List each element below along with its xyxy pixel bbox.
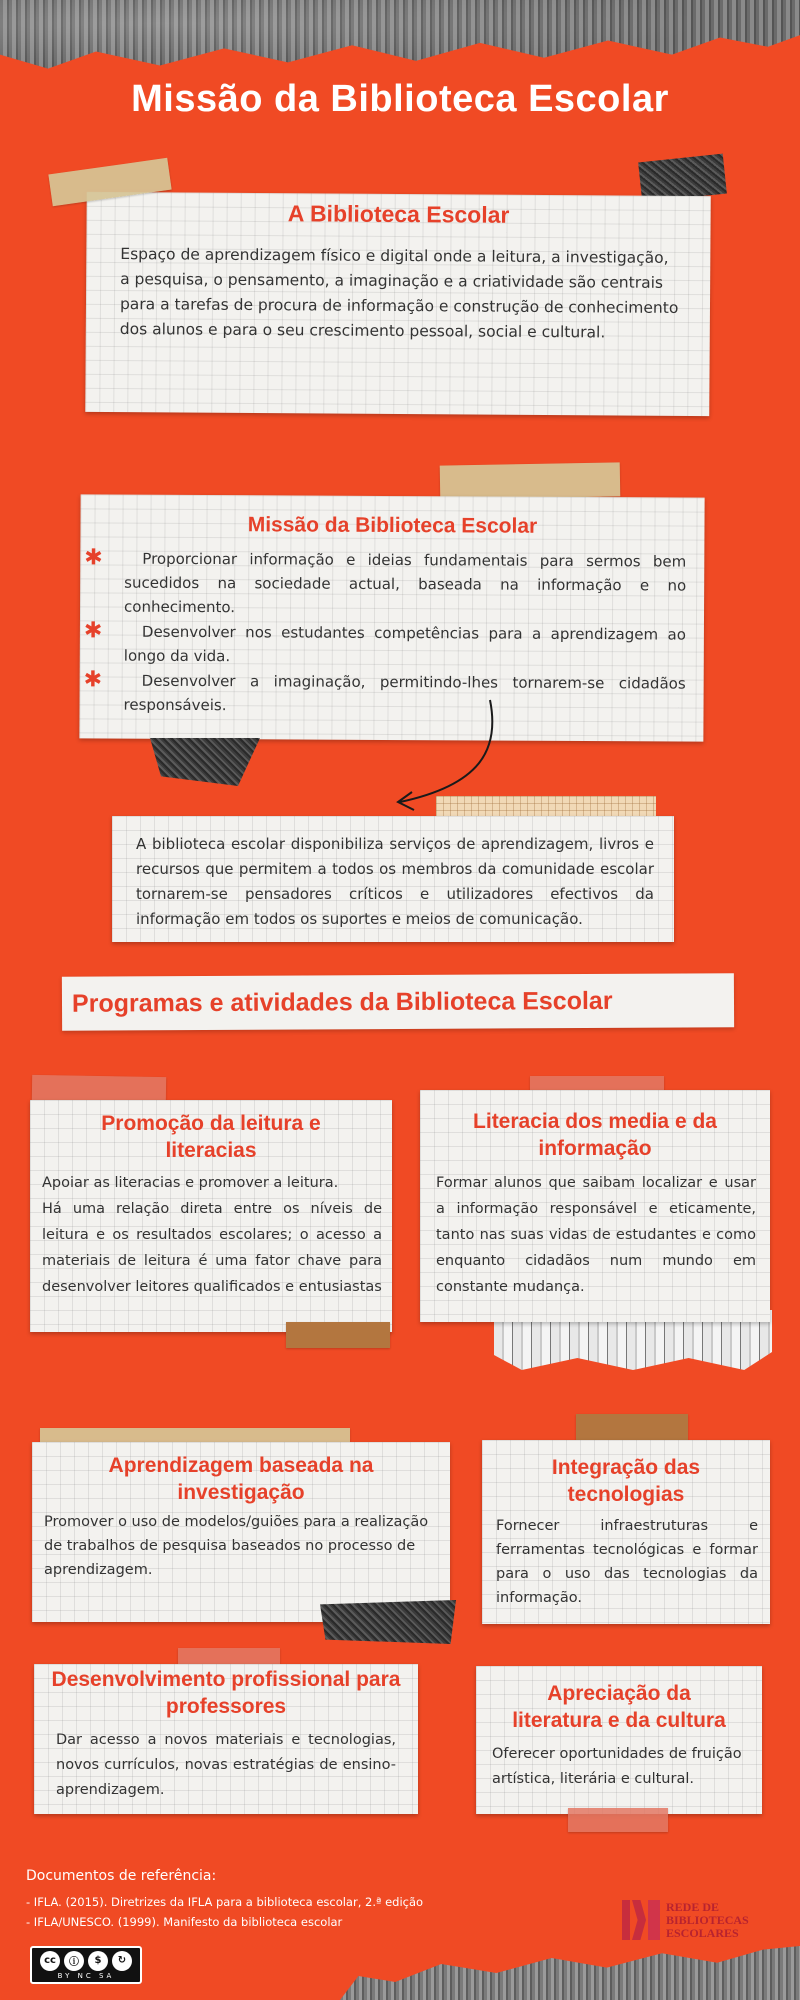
program-card-media bbox=[420, 1090, 770, 1322]
reference-item: - IFLA. (2015). Diretrizes da IFLA para a biblioteca escolar, 2.ª edição bbox=[26, 1895, 424, 1909]
program-card-desenvolvimento bbox=[34, 1664, 418, 1814]
tape-strip bbox=[286, 1322, 390, 1348]
asterisk-icon: ✱ bbox=[83, 618, 103, 644]
program-card-literatura bbox=[476, 1666, 762, 1814]
cc-icon: cc bbox=[40, 1951, 60, 1971]
asterisk-icon: ✱ bbox=[84, 545, 103, 571]
program-heading: Desenvolvimento profissional para professores bbox=[51, 1668, 401, 1719]
tape-strip bbox=[32, 1075, 166, 1103]
page-title: Missão da Biblioteca Escolar bbox=[131, 78, 669, 120]
decorative-scrap bbox=[150, 738, 260, 786]
biblioteca-text: Espaço de aprendizagem físico e digital onde a leitura, a investigação, a pesquisa, o pensamento, a imaginação e a criatividade são centrais para a tarefas de procura de informação e construção de conhecimento dos alunos e para o seu crescimento pessoal, social e cultural. bbox=[119, 245, 679, 342]
nc-icon: $ bbox=[88, 1951, 108, 1971]
torn-paper-top bbox=[0, 0, 800, 78]
program-text: Apoiar as literacias e promover a leitura. bbox=[42, 1175, 339, 1191]
program-heading: Literacia dos media e da informação bbox=[473, 1110, 717, 1161]
tape-strip bbox=[568, 1808, 668, 1832]
by-icon: ⓘ bbox=[64, 1951, 84, 1971]
program-card-tecnologias bbox=[482, 1440, 770, 1624]
logo-text: REDE DE BIBLIOTECAS ESCOLARES bbox=[666, 1899, 749, 1940]
tape-strip bbox=[440, 462, 621, 499]
missao-item: ✱ Desenvolver nos estudantes competências para a aprendizagem ao longo da vida. bbox=[83, 618, 686, 666]
program-text: Há uma relação direta entre os níveis de leitura e os resultados escolares; o acesso a materiais de leitura é uma fator chave para desenvolver leitores qualificados e entusiastas bbox=[42, 1201, 382, 1295]
sa-icon: ↻ bbox=[112, 1951, 132, 1971]
references-label: Documentos de referência: bbox=[26, 1868, 217, 1884]
missao-item: ✱ Proporcionar informação e ideias fundamentais para sermos bem sucedidos na sociedade actual, baseada na informação e no conhecimento. bbox=[84, 545, 687, 617]
torn-paper-bottom bbox=[340, 1940, 800, 2000]
program-heading: Aprendizagem baseada na investigação bbox=[108, 1454, 374, 1505]
program-card-investigacao bbox=[32, 1442, 450, 1622]
cc-license-text: BY NC SA bbox=[57, 1971, 115, 1980]
rede-bibliotecas-logo bbox=[622, 1900, 749, 1940]
biblioteca-card bbox=[85, 192, 711, 416]
missao-heading: Missão da Biblioteca Escolar bbox=[247, 513, 538, 538]
program-text: Fornecer infraestruturas e ferramentas tecnológicas e formar para o uso das tecnologias da informação. bbox=[496, 1518, 758, 1606]
programas-heading: Programas e atividades da Biblioteca Escolar bbox=[71, 986, 613, 1018]
references bbox=[26, 1868, 496, 1932]
asterisk-icon: ✱ bbox=[83, 667, 103, 693]
program-heading: Apreciação da literatura e da cultura bbox=[512, 1682, 726, 1733]
program-text: Dar acesso a novos materiais e tecnologias, novos currículos, novas estratégias de ensino- aprendizagem. bbox=[56, 1732, 396, 1798]
servicos-card bbox=[112, 816, 674, 942]
program-text: Formar alunos que saibam localizar e usar a informação responsável e eticamente, tanto nas suas vidas de estudantes e como enquanto cidadãos num mundo em constante mudança. bbox=[436, 1175, 756, 1295]
logo-mark-icon bbox=[622, 1900, 660, 1940]
reference-item: - IFLA/UNESCO. (1999). Manifesto da biblioteca escolar bbox=[26, 1915, 343, 1929]
decorative-scrap bbox=[320, 1600, 456, 1644]
cc-license-badge bbox=[30, 1946, 142, 1984]
missao-item: ✱ Desenvolver a imaginação, permitindo-lhes tornarem-se cidadãos responsáveis. bbox=[83, 667, 686, 715]
program-card-leitura bbox=[30, 1100, 392, 1332]
program-text: Promover o uso de modelos/guiões para a realização de trabalhos de pesquisa baseados no processo de aprendizagem. bbox=[44, 1514, 429, 1578]
program-heading: Integração das tecnologias bbox=[551, 1456, 701, 1507]
program-text: Oferecer oportunidades de fruição artística, literária e cultural. bbox=[492, 1746, 742, 1787]
biblioteca-heading: A Biblioteca Escolar bbox=[287, 200, 510, 228]
programas-section-title bbox=[62, 973, 734, 1031]
program-heading: Promoção da leitura e literacias bbox=[101, 1112, 321, 1163]
servicos-text: A biblioteca escolar disponibiliza serviços de aprendizagem, livros e recursos que permitem a todos os membros da comunidade escolar tornarem-se pensadores críticos e utilizadores efectivos da informação em todos os suportes e meios de comunicação. bbox=[136, 835, 654, 928]
